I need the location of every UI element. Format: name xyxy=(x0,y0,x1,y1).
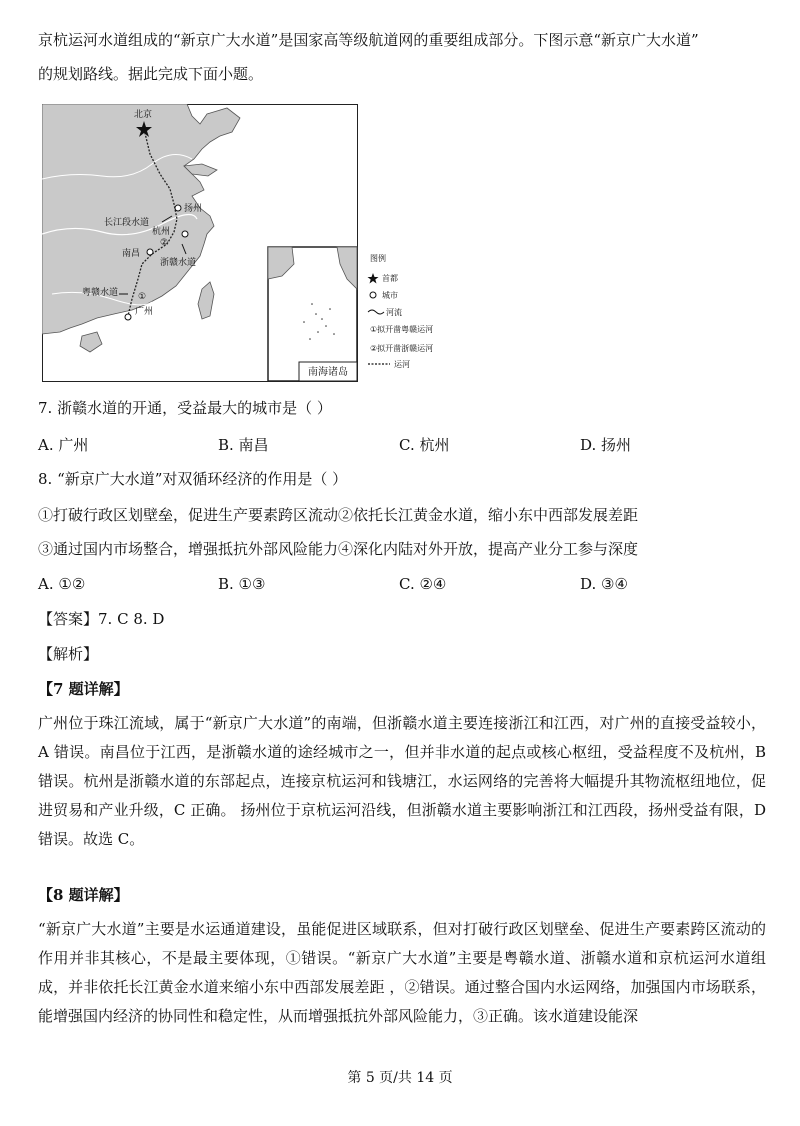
legend-star-icon xyxy=(368,273,379,284)
label-changjiang: 长江段水道 xyxy=(104,218,150,228)
label-circle2: ② xyxy=(160,238,169,248)
nanchang-marker xyxy=(147,249,153,255)
legend-city-icon xyxy=(370,292,376,298)
legend-canal1: ①拟开凿粤赣运河 xyxy=(370,325,434,334)
answer-line: 【答案】7. C 8. D xyxy=(38,610,165,628)
label-beijing: 北京 xyxy=(134,110,153,120)
legend-river-icon xyxy=(368,310,384,314)
analysis-heading: 【解析】 xyxy=(38,645,99,663)
q8-detail-title: 【8 题详解】 xyxy=(38,886,129,904)
legend-capital: 首都 xyxy=(382,274,398,283)
hangzhou-marker xyxy=(182,231,188,237)
waterway-map xyxy=(42,104,358,382)
q7-option-d[interactable]: D. 扬州 xyxy=(580,436,632,454)
q8-detail-text: “新京广大水道”主要是水运通道建设，虽能促进区域联系，但对打破行政区划壁垒、促进生产要素跨区流动的作用并非其核心，不是最主要体现，①错误。“新京广大水道”主要是粤赣水道、浙赣水道和京杭运河水道组成，并非依托长江黄金水道来缩小东中西部发展差距 ，②错误。通过整合国内水运网络，加强国内市场联系，能增强国内经济的协同性和稳定性，从而增强抵抗外部风险能力，③正确。该水道建设能深 xyxy=(38,920,766,1025)
legend-canal2: ②拟开凿浙赣运河 xyxy=(370,344,434,353)
q7-stem: 7. 浙赣水道的开通，受益最大的城市是（ ） xyxy=(38,399,332,417)
label-guangzhou: 广州 xyxy=(135,307,154,317)
guangzhou-marker xyxy=(125,314,131,320)
q7-option-a[interactable]: A. 广州 xyxy=(38,436,89,454)
q7-detail-title: 【7 题详解】 xyxy=(38,680,129,698)
label-yuegan: 粤赣水道 xyxy=(82,288,119,298)
map-legend xyxy=(366,252,486,372)
label-inset-title: 南海诸岛 xyxy=(308,367,348,378)
legend-city: 城市 xyxy=(382,291,398,300)
q8-option-a[interactable]: A. ①② xyxy=(38,575,86,593)
legend-title: 图例 xyxy=(370,254,386,263)
intro-line-1: 京杭运河水道组成的“新京广大水道”是国家高等级航道网的重要组成部分。下图示意“新京广大水道” xyxy=(38,31,699,49)
intro-line-2: 的规划路线。据此完成下面小题。 xyxy=(38,65,264,83)
yangzhou-marker xyxy=(175,205,181,211)
q7-option-c[interactable]: C. 杭州 xyxy=(399,436,450,454)
label-yangzhou: 扬州 xyxy=(184,204,203,214)
q7-option-b[interactable]: B. 南昌 xyxy=(218,436,269,454)
label-circle1: ① xyxy=(138,292,147,302)
label-zhegan: 浙赣水道 xyxy=(160,258,197,268)
legend-canal: 运河 xyxy=(394,360,410,369)
label-nanchang: 南昌 xyxy=(122,249,141,259)
legend-river: 河流 xyxy=(386,308,402,317)
q8-option-c[interactable]: C. ②④ xyxy=(399,575,447,593)
q8-stem: 8. “新京广大水道”对双循环经济的作用是（ ） xyxy=(38,470,348,488)
q8-statement-1: ①打破行政区划壁垒，促进生产要素跨区流动②依托长江黄金水道，缩小东中西部发展差距 xyxy=(38,506,639,524)
q8-option-b[interactable]: B. ①③ xyxy=(218,575,266,593)
page-number: 第 5 页/共 14 页 xyxy=(347,1070,453,1086)
q8-option-d[interactable]: D. ③④ xyxy=(580,575,628,593)
label-hangzhou: 杭州 xyxy=(151,227,170,237)
q7-detail-text: 广州位于珠江流域，属于“新京广大水道”的南端，但浙赣水道主要连接浙江和江西，对广州的直接受益较小，A 错误。南昌位于江西，是浙赣水道的途经城市之一，但并非水道的起点或核心枢纽，受益程度不及杭州，B 错误。杭州是浙赣水道的东部起点，连接京杭运河和钱塘江，水运网络的完善将大幅提升其物流枢纽地位，促进贸易和产业升级，C 正确。 扬州位于京杭运河沿线，但浙赣水道主要影响浙江和江西段，扬州受益有限，D 错误。故选 C。 xyxy=(38,714,766,848)
q8-statement-2: ③通过国内市场整合，增强抵抗外部风险能力④深化内陆对外开放，提高产业分工参与深度 xyxy=(38,540,639,558)
